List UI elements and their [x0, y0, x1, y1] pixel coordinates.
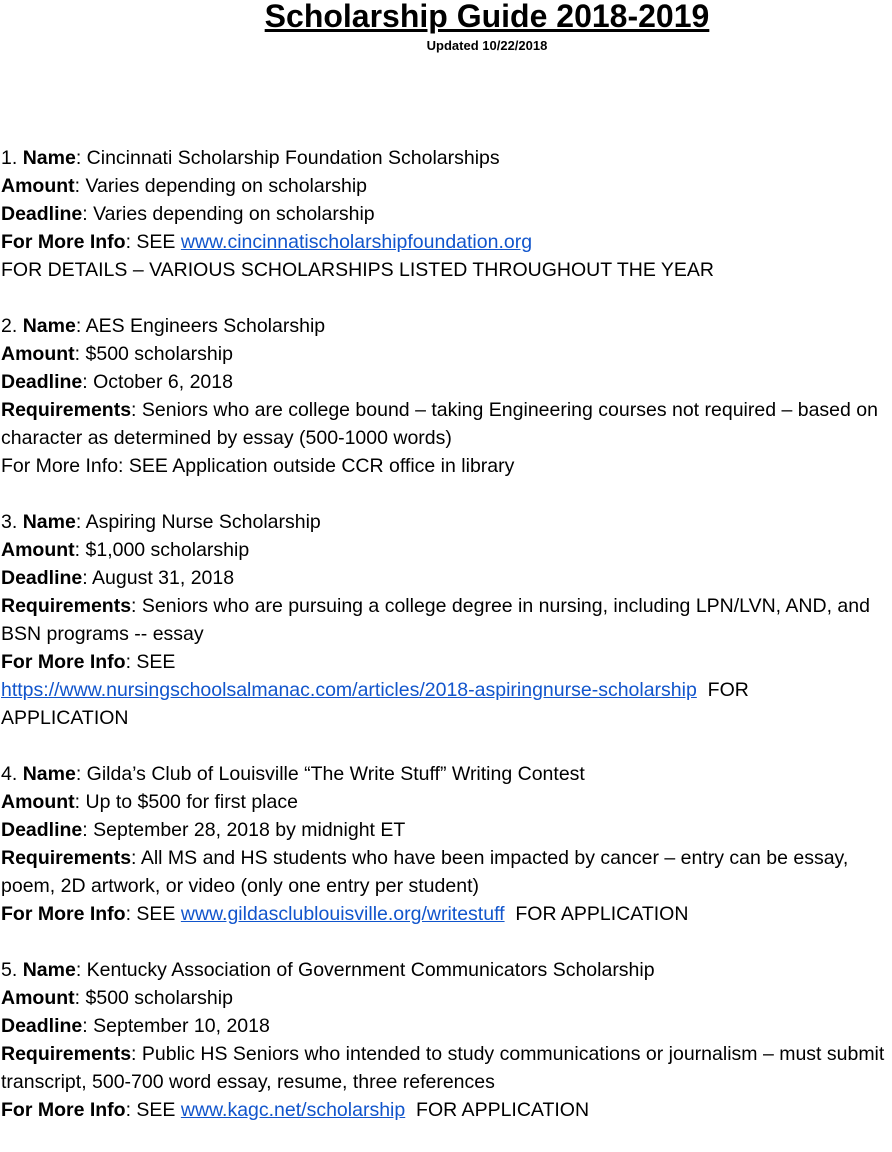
deadline-label: Deadline: [1, 1015, 83, 1037]
amount-label: Amount: [1, 539, 75, 561]
deadline-label: Deadline: [1, 203, 83, 225]
name-label: Name: [22, 315, 76, 337]
deadline-label: Deadline: [1, 371, 83, 393]
scholarship-link[interactable]: www.gildasclublouisville.org/writestuff: [180, 903, 505, 925]
amount-value: $500 scholarship: [85, 987, 233, 1009]
amount-value: $1,000 scholarship: [85, 539, 250, 561]
see-text: : SEE: [125, 651, 176, 673]
see-text: : SEE: [125, 1099, 181, 1121]
requirements-label: Requirements: [1, 595, 132, 617]
deadline-value: October 6, 2018: [93, 371, 233, 393]
requirements-label: Requirements: [1, 1043, 132, 1065]
see-text: : SEE: [125, 231, 181, 253]
amount-label: Amount: [1, 343, 75, 365]
scholarship-name: Kentucky Association of Government Communicators Scholarship: [86, 959, 655, 981]
name-label: Name: [22, 763, 76, 785]
details-text: FOR DETAILS – VARIOUS SCHOLARSHIPS LISTED THROUGHOUT THE YEAR: [1, 259, 714, 281]
name-label: Name: [22, 959, 76, 981]
scholarship-name: Gilda’s Club of Louisville “The Write Stuff” Writing Contest: [86, 763, 585, 785]
name-label: Name: [22, 147, 76, 169]
amount-label: Amount: [1, 175, 75, 197]
page-title: Scholarship Guide 2018-2019: [264, 0, 710, 34]
deadline-value: September 28, 2018 by midnight ET: [93, 819, 406, 841]
requirements-value: Seniors who are college bound – taking Engineering courses not required – based on character as determined by essay (500-1000 words): [1, 399, 878, 449]
entry-number: 5.: [1, 959, 23, 981]
continuation-text: APPLICATION: [1, 707, 129, 729]
deadline-value: Varies depending on scholarship: [93, 203, 375, 225]
scholarship-entry-3: 3. Name: Aspiring Nurse Scholarship Amount: $1,000 scholarship Deadline: August 31, 2018 Requirements: Seniors who are pursuing a college degree in nursing, including LPN/LVN, AND, and BSN programs -- essay For More Info: SEE https://www.nursingschoolsalmanac.com/articles/2018-aspiringnurse-scholarship FOR APPLICATION: [1, 508, 892, 732]
see-text: : SEE: [125, 903, 181, 925]
scholarship-entry-4: 4. Name: Gilda’s Club of Louisville “The Write Stuff” Writing Contest Amount: Up to $500 for first place Deadline: September 28, 2018 by midnight ET Requirements: All MS and HS students who have been impacted by cancer – entry can be essay, poem, 2D artwork, or video (only one entry per student) For More Info: SEE www.gildasclublouisville.org/writestuff FOR APPLICATION: [1, 763, 849, 925]
scholarship-entry-5: 5. Name: Kentucky Association of Government Communicators Scholarship Amount: $500 scholarship Deadline: September 10, 2018 Requirements: Public HS Seniors who intended to study communications or journalism – must submit transcript, 500-700 word essay, resume, three references For More Info: SEE www.kagc.net/scholarship FOR APPLICATION: [1, 959, 885, 1121]
for-application-text: FOR APPLICATION: [504, 903, 689, 925]
more-info-label: For More Info: [1, 1099, 126, 1121]
scholarship-name: AES Engineers Scholarship: [85, 315, 326, 337]
requirements-value: Seniors who are pursuing a college degree in nursing, including LPN/LVN, AND, and BSN programs -- essay: [1, 595, 870, 645]
requirements-value: Public HS Seniors who intended to study communications or journalism – must submit transcript, 500-700 word essay, resume, three references: [1, 1043, 885, 1093]
updated-date: Updated 10/22/2018: [426, 38, 548, 53]
amount-value: Varies depending on scholarship: [85, 175, 367, 197]
scholarship-name: Aspiring Nurse Scholarship: [85, 511, 321, 533]
requirements-value: All MS and HS students who have been impacted by cancer – entry can be essay, poem, 2D artwork, or video (only one entry per student): [1, 847, 849, 897]
entry-number: 2.: [1, 315, 23, 337]
deadline-value: August 31, 2018: [92, 567, 235, 589]
entry-number: 3.: [1, 511, 23, 533]
for-application-text: FOR APPLICATION: [405, 1099, 590, 1121]
amount-label: Amount: [1, 987, 75, 1009]
more-info-label: For More Info: [1, 903, 126, 925]
scholarship-link[interactable]: www.cincinnatischolarshipfoundation.org: [180, 231, 533, 253]
entry-number: 4.: [1, 763, 23, 785]
scholarship-link[interactable]: www.kagc.net/scholarship: [180, 1099, 406, 1121]
scholarship-list: [1, 144, 892, 1152]
scholarship-link[interactable]: https://www.nursingschoolsalmanac.com/articles/2018-aspiringnurse-scholarship: [1, 679, 697, 701]
requirements-label: Requirements: [1, 847, 132, 869]
after-link-text: FOR: [696, 679, 749, 701]
more-info-text: For More Info: SEE Application outside CCR office in library: [1, 455, 515, 477]
deadline-label: Deadline: [1, 819, 83, 841]
amount-value: $500 scholarship: [85, 343, 233, 365]
name-label: Name: [22, 511, 76, 533]
scholarship-entry-1: 1. Name: Cincinnati Scholarship Foundation Scholarships Amount: Varies depending on scholarship Deadline: Varies depending on scholarship For More Info: SEE www.cincinnatischolarshipfoundation.org FOR DETAILS – VARIOUS SCHOLARSHIPS LISTED THROUGHOUT THE YEAR: [1, 144, 892, 284]
scholarship-name: Cincinnati Scholarship Foundation Scholarships: [86, 147, 500, 169]
scholarship-entry-2: 2. Name: AES Engineers Scholarship Amount: $500 scholarship Deadline: October 6, 2018 Requirements: Seniors who are college bound – taking Engineering courses not required – based on character as determined by essay (500-1000 words) For More Info: SEE Application outside CCR office in library: [1, 312, 892, 480]
more-info-label: For More Info: [1, 651, 126, 673]
amount-value: Up to $500 for first place: [85, 791, 298, 813]
more-info-label: For More Info: [1, 231, 126, 253]
requirements-label: Requirements: [1, 399, 132, 421]
deadline-label: Deadline: [1, 567, 83, 589]
entry-number: 1.: [1, 147, 23, 169]
amount-label: Amount: [1, 791, 75, 813]
deadline-value: September 10, 2018: [93, 1015, 270, 1037]
